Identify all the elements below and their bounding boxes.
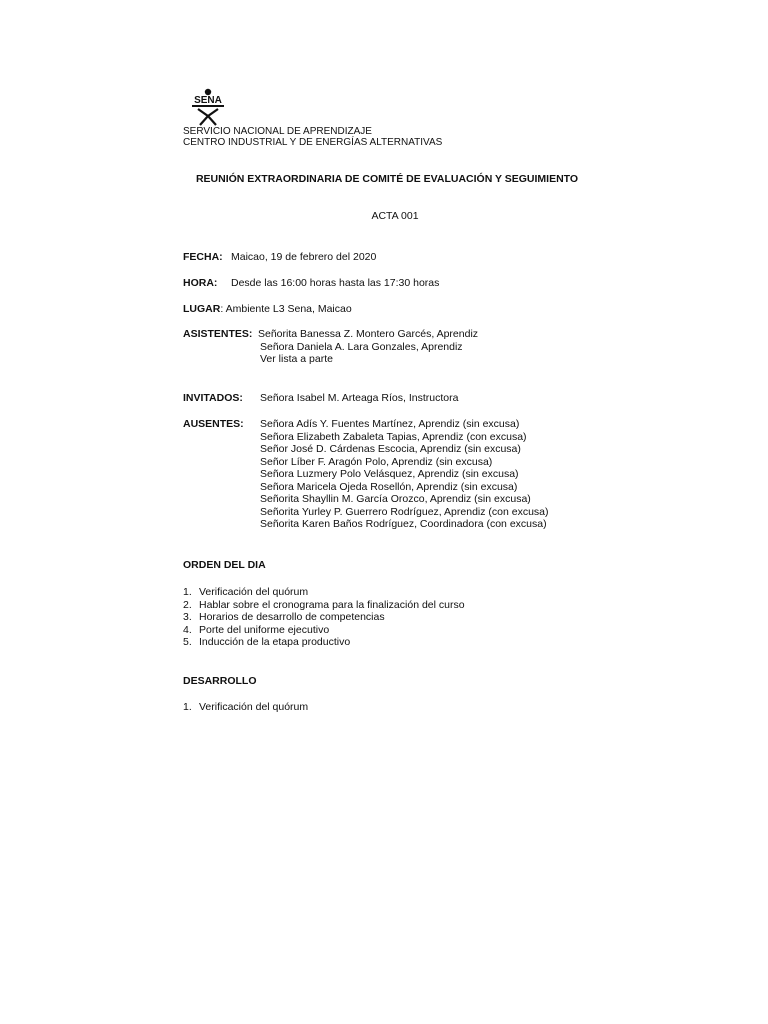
invitados-row bbox=[183, 392, 458, 405]
list-item-text: Verificación del quórum bbox=[199, 586, 309, 598]
asistentes-label: ASISTENTES: bbox=[183, 328, 253, 340]
lugar-label: LUGAR bbox=[183, 303, 221, 315]
list-item bbox=[183, 611, 465, 624]
list-item-text: Horarios de desarrollo de competencias bbox=[199, 611, 385, 623]
fecha-value: Maicao, 19 de febrero del 2020 bbox=[231, 251, 377, 263]
desarrollo-title: DESARROLLO bbox=[183, 675, 257, 687]
ausente-item: Señorita Shayllin M. García Orozco, Aprendiz (sin excusa) bbox=[260, 493, 531, 505]
lugar-row bbox=[183, 303, 352, 316]
ausente-item: Señor José D. Cárdenas Escocia, Aprendiz (sin excusa) bbox=[260, 443, 521, 455]
ausentes-label: AUSENTES: bbox=[183, 418, 244, 430]
fecha-label: FECHA: bbox=[183, 251, 223, 263]
hora-value: Desde las 16:00 horas hasta las 17:30 horas bbox=[231, 277, 440, 289]
list-item bbox=[183, 701, 308, 714]
list-item bbox=[183, 624, 465, 637]
orden-del-dia-title: ORDEN DEL DIA bbox=[183, 559, 266, 571]
invitados-value: Señora Isabel M. Arteaga Ríos, Instructora bbox=[260, 392, 459, 404]
ausente-item: Señora Elizabeth Zabaleta Tapias, Aprendiz (con excusa) bbox=[260, 430, 527, 443]
orden-del-dia-list bbox=[183, 586, 465, 649]
lugar-value: : Ambiente L3 Sena, Maicao bbox=[220, 303, 352, 315]
list-item-number: 1. bbox=[183, 701, 192, 713]
hora-label: HORA: bbox=[183, 277, 218, 289]
ausente-item: Señor Líber F. Aragón Polo, Aprendiz (sin excusa) bbox=[260, 455, 493, 468]
fecha-row bbox=[183, 251, 376, 264]
list-item-text: Inducción de la etapa productivo bbox=[199, 636, 351, 648]
list-item-number: 3. bbox=[183, 611, 192, 623]
desarrollo-list bbox=[183, 701, 308, 714]
list-item bbox=[183, 599, 465, 612]
ausente-item: Señorita Karen Baños Rodríguez, Coordinadora (con excusa) bbox=[260, 518, 547, 530]
logo-text: SENA bbox=[194, 95, 222, 106]
list-item-text: Porte del uniforme ejecutivo bbox=[199, 623, 330, 636]
org-line-2: CENTRO INDUSTRIAL Y DE ENERGÍAS ALTERNATIVAS bbox=[183, 137, 443, 148]
invitados-label: INVITADOS: bbox=[183, 392, 243, 404]
list-item bbox=[183, 586, 465, 599]
asistentes-list bbox=[258, 328, 478, 366]
asistente-item: Señorita Banessa Z. Montero Garcés, Aprendiz bbox=[258, 328, 479, 340]
document-title: REUNIÓN EXTRAORDINARIA DE COMITÉ DE EVALUACIÓN Y SEGUIMIENTO bbox=[195, 173, 579, 185]
sena-logo bbox=[186, 88, 230, 126]
asistente-item: Ver lista a parte bbox=[260, 353, 333, 365]
ausente-item: Señora Maricela Ojeda Rosellón, Aprendiz (sin excusa) bbox=[260, 480, 518, 493]
ausente-item: Señorita Yurley P. Guerrero Rodríguez, Aprendiz (con excusa) bbox=[260, 505, 549, 518]
list-item-text: Verificación del quórum bbox=[199, 701, 309, 713]
ausente-item: Señora Luzmery Polo Velásquez, Aprendiz (sin excusa) bbox=[260, 468, 519, 480]
ausentes-list bbox=[260, 418, 549, 531]
list-item-text: Hablar sobre el cronograma para la finalización del curso bbox=[199, 598, 465, 611]
list-item bbox=[183, 636, 465, 649]
asistentes-row bbox=[183, 328, 478, 366]
sena-logo-icon bbox=[186, 88, 230, 126]
ausente-item: Señora Adís Y. Fuentes Martínez, Aprendiz (sin excusa) bbox=[260, 418, 520, 430]
list-item-number: 1. bbox=[183, 586, 192, 598]
list-item-number: 5. bbox=[183, 636, 192, 648]
acta-number: ACTA 001 bbox=[371, 210, 419, 222]
hora-row bbox=[183, 277, 439, 290]
list-item-number: 2. bbox=[183, 598, 192, 611]
list-item-number: 4. bbox=[183, 623, 192, 636]
organization-block bbox=[183, 126, 442, 148]
asistente-item: Señora Daniela A. Lara Gonzales, Aprendiz bbox=[260, 340, 463, 353]
org-line-1: SERVICIO NACIONAL DE APRENDIZAJE bbox=[183, 126, 372, 137]
ausentes-row bbox=[183, 418, 549, 531]
